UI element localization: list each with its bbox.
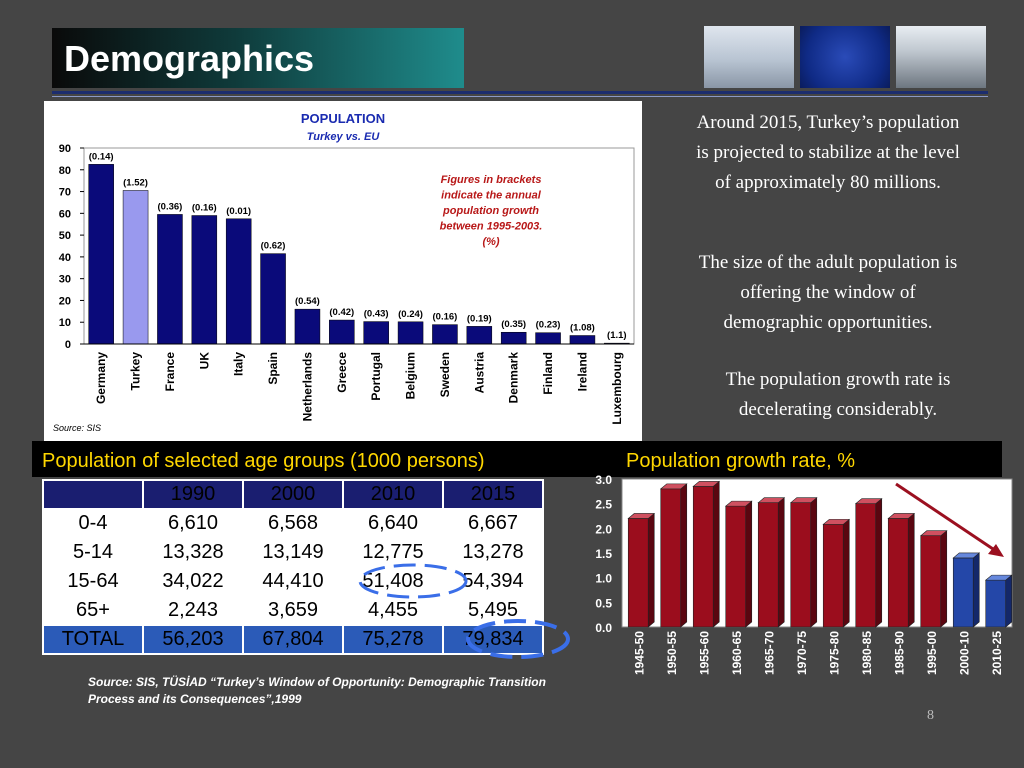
table-caption: Population of selected age groups (1000 persons) (42, 450, 485, 472)
slide-title: Demographics (64, 38, 315, 79)
y-tick-label: 50 (58, 230, 71, 243)
growth-bar-side (843, 519, 849, 627)
airplane-photo (704, 26, 794, 88)
growth-bar-1945-50 (628, 518, 648, 627)
bar-france (157, 214, 182, 344)
x-tick-label: Spain (266, 352, 281, 385)
bar-data-label: (1.08) (570, 322, 595, 334)
growth-y-tick-label: 2.0 (595, 522, 612, 537)
table-header-cell: 1990 (143, 480, 243, 509)
bar-greece (329, 320, 354, 344)
y-tick-label: 80 (58, 164, 71, 177)
bar-turkey (123, 190, 148, 344)
table-row (43, 596, 543, 625)
growth-x-tick-label: 2010-25 (989, 631, 1004, 676)
x-tick-label: Portugal (369, 352, 384, 401)
table-header-cell: 2010 (343, 480, 443, 509)
y-tick-label: 40 (58, 251, 71, 264)
bar-netherlands (295, 309, 320, 344)
table-cell: TOTAL (43, 625, 143, 654)
age-group-table (42, 479, 544, 655)
chart-title: POPULATION (300, 111, 386, 126)
x-tick-label: Finland (541, 352, 556, 395)
bar-data-label: (1.52) (123, 177, 148, 189)
bar-data-label: (0.16) (432, 311, 458, 323)
table-source: Source: SIS, TÜSİAD “Turkey’s Window of Opportunity: Demographic Transition Process and its Consequences”,1999 (88, 675, 546, 706)
table-cell: 51,408 (343, 567, 443, 596)
growth-rate-chart (584, 470, 1020, 700)
eu-flag-photo (800, 26, 890, 88)
growth-bar-side (778, 498, 784, 627)
bar-spain (261, 254, 286, 344)
growth-bar-1965-70 (758, 503, 778, 627)
chart-subtitle: Turkey vs. EU (306, 131, 380, 143)
growth-y-tick-label: 3.0 (595, 473, 612, 487)
table-cell: 15-64 (43, 567, 143, 596)
table-cell: 13,278 (443, 538, 543, 567)
growth-bar-side (941, 531, 947, 627)
growth-bar-2000-10 (953, 558, 973, 627)
bar-data-label: (0.16) (191, 202, 217, 214)
port-photo (896, 26, 986, 88)
growth-bar-1985-90 (888, 518, 908, 627)
x-tick-label: Belgium (403, 352, 418, 400)
x-tick-label: Greece (334, 352, 349, 393)
bar-data-label: (0.01) (226, 205, 252, 217)
table-cell: 0-4 (43, 509, 143, 538)
table-cell: 6,568 (243, 509, 343, 538)
bar-data-label: (0.19) (466, 313, 492, 325)
bar-austria (467, 326, 492, 344)
table-cell: 54,394 (443, 567, 543, 596)
chart-source: Source: SIS (53, 423, 102, 433)
growth-bar-side (746, 501, 752, 627)
x-tick-label: Ireland (575, 352, 590, 392)
growth-bar-side (876, 499, 882, 627)
growth-caption: Population growth rate, % (626, 450, 856, 472)
table-header-row (43, 480, 543, 509)
growth-x-tick-label: 1980-85 (859, 631, 874, 676)
growth-x-tick-label: 1965-70 (762, 631, 777, 676)
y-tick-label: 90 (58, 143, 71, 155)
growth-bar-1995-00 (921, 536, 941, 627)
growth-y-tick-label: 0.5 (595, 596, 612, 611)
y-tick-label: 30 (58, 273, 71, 286)
chart-note: Figures in brackets indicate the annual population growth between 1995-2003. (%) (439, 174, 543, 248)
table-cell: 6,610 (143, 509, 243, 538)
bar-data-label: (0.35) (501, 319, 527, 331)
growth-y-tick-label: 2.5 (595, 497, 612, 512)
bar-data-label: (0.42) (329, 307, 355, 319)
bar-portugal (364, 322, 389, 344)
growth-y-tick-label: 0.0 (595, 621, 612, 635)
x-tick-label: Luxembourg (609, 352, 624, 425)
growth-bar-side (648, 513, 654, 627)
bar-denmark (501, 332, 526, 344)
x-tick-label: Sweden (437, 352, 452, 398)
table-cell: 6,667 (443, 509, 543, 538)
bar-data-label: (0.14) (88, 151, 114, 163)
bar-data-label: (0.36) (157, 201, 183, 213)
title-banner (52, 28, 464, 88)
text-adult-population: The size of the adult population is offering the window of demographic opportunities. (698, 252, 958, 333)
bar-data-label: (0.24) (398, 308, 423, 320)
table-cell: 13,328 (143, 538, 243, 567)
growth-bar-side (908, 513, 914, 627)
table-header-cell: 2015 (443, 480, 543, 509)
y-tick-label: 10 (58, 317, 71, 330)
y-tick-label: 70 (58, 186, 71, 199)
table-cell: 67,804 (243, 625, 343, 654)
growth-x-tick-label: 1950-55 (664, 631, 679, 676)
table-row (43, 567, 543, 596)
growth-x-tick-label: 1985-90 (892, 631, 907, 676)
table-total-row (43, 625, 543, 654)
table-cell: 79,834 (443, 625, 543, 654)
x-tick-label: Denmark (506, 352, 521, 404)
table-cell: 5-14 (43, 538, 143, 567)
header-rule (52, 91, 988, 94)
table-cell: 5,495 (443, 596, 543, 625)
growth-bar-1960-65 (726, 506, 746, 627)
bar-ireland (570, 336, 595, 344)
growth-bar-1950-55 (661, 489, 681, 627)
text-stabilize: Around 2015, Turkey’s population is projected to stabilize at the level of approximately 80 millions. (696, 112, 960, 193)
bar-sweden (432, 325, 457, 344)
x-tick-label: UK (197, 352, 212, 370)
table-cell: 65+ (43, 596, 143, 625)
table-row (43, 509, 543, 538)
y-tick-label: 0 (64, 339, 71, 351)
table-cell: 13,149 (243, 538, 343, 567)
bar-data-label: (1.1) (607, 330, 627, 342)
table-cell: 56,203 (143, 625, 243, 654)
table-row (43, 538, 543, 567)
x-tick-label: France (162, 352, 177, 392)
growth-x-tick-label: 2000-10 (957, 631, 972, 676)
population-chart (44, 101, 642, 443)
y-tick-label: 20 (58, 295, 71, 308)
bar-belgium (398, 322, 423, 344)
population-chart-panel (44, 101, 642, 443)
x-tick-label: Austria (472, 352, 487, 394)
growth-bar-side (973, 553, 979, 627)
x-tick-label: Germany (94, 352, 109, 405)
bar-data-label: (0.43) (363, 308, 389, 320)
growth-x-tick-label: 1945-50 (632, 631, 647, 676)
bar-germany (89, 164, 114, 344)
table-cell: 75,278 (343, 625, 443, 654)
bar-data-label: (0.23) (535, 319, 561, 331)
text-growth-decelerating: The population growth rate is decelerating considerably. (725, 369, 951, 420)
bar-italy (226, 219, 251, 344)
growth-x-tick-label: 1995-00 (924, 631, 939, 676)
growth-y-tick-label: 1.5 (595, 547, 612, 561)
bar-data-label: (0.62) (260, 240, 286, 252)
table-cell: 12,775 (343, 538, 443, 567)
growth-bar-1975-80 (823, 524, 843, 627)
table-header-cell (43, 480, 143, 509)
growth-bar-1980-85 (856, 504, 876, 627)
growth-bar-side (713, 481, 719, 627)
table-cell: 2,243 (143, 596, 243, 625)
table-cell: 3,659 (243, 596, 343, 625)
growth-x-tick-label: 1975-80 (827, 631, 842, 676)
x-tick-label: Netherlands (300, 352, 315, 422)
table-cell: 44,410 (243, 567, 343, 596)
bar-uk (192, 216, 217, 344)
x-tick-label: Turkey (128, 352, 143, 391)
y-tick-label: 60 (58, 208, 71, 221)
page-number: 8 (927, 708, 934, 723)
growth-y-tick-label: 1.0 (595, 571, 612, 586)
table-header-cell: 2000 (243, 480, 343, 509)
growth-x-tick-label: 1955-60 (697, 631, 712, 676)
bar-data-label: (0.54) (295, 296, 320, 308)
bar-finland (536, 333, 561, 344)
table-cell: 4,455 (343, 596, 443, 625)
growth-bar-side (1006, 575, 1012, 627)
x-tick-label: Italy (231, 352, 246, 377)
growth-bar-side (681, 484, 687, 627)
growth-bar-1970-75 (791, 503, 811, 627)
growth-bar-1955-60 (693, 486, 713, 627)
header-rule-thin (52, 96, 988, 97)
growth-bar-side (811, 498, 817, 627)
table-cell: 34,022 (143, 567, 243, 596)
table-cell: 6,640 (343, 509, 443, 538)
growth-x-tick-label: 1960-65 (729, 631, 744, 676)
growth-bar-2010-25 (986, 580, 1006, 627)
growth-x-tick-label: 1970-75 (794, 631, 809, 676)
